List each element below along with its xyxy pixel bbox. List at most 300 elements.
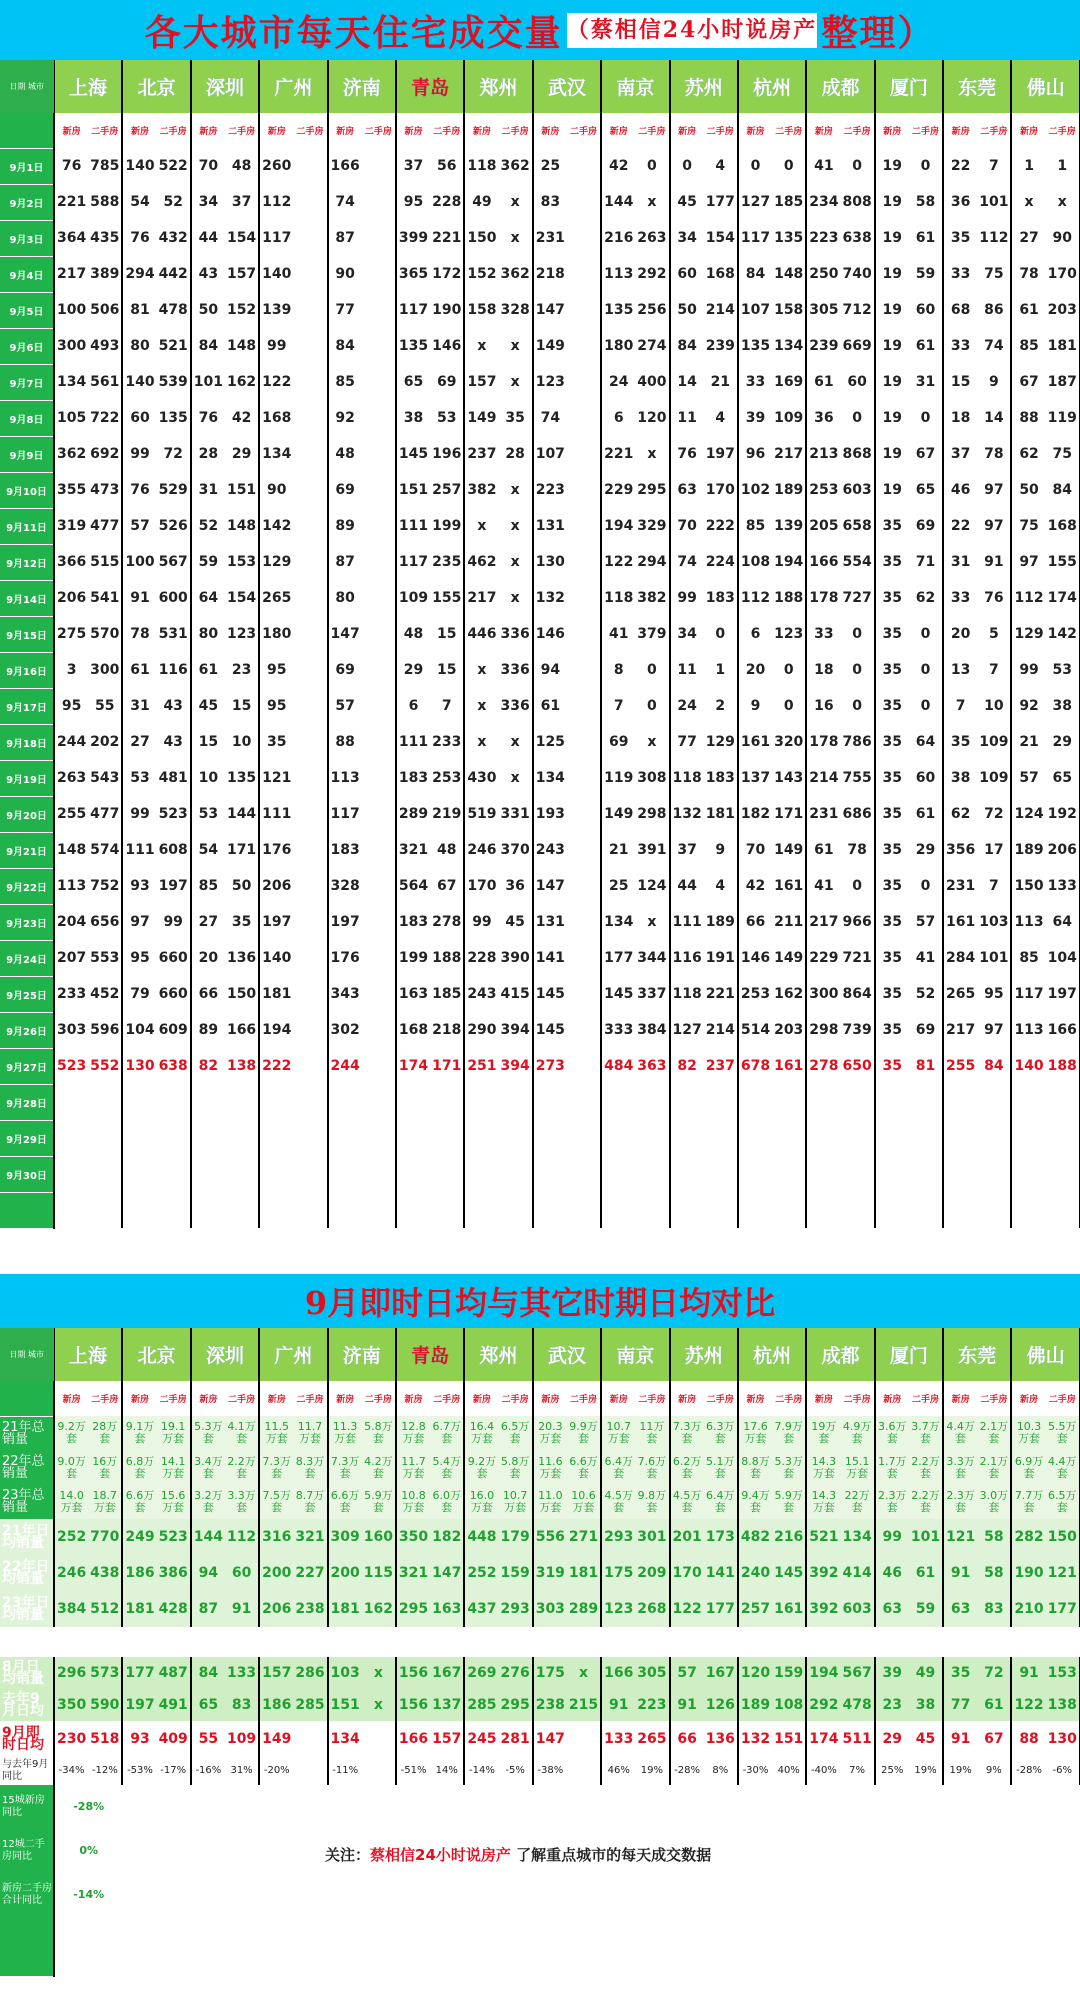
data-cell: 231 xyxy=(943,868,977,904)
stat-cell: 173 xyxy=(704,1519,738,1555)
data-cell: 134 xyxy=(259,436,293,472)
stat-row xyxy=(0,1757,1080,1785)
data-cell xyxy=(704,1156,738,1192)
stat-cell: 305 xyxy=(635,1657,669,1689)
stat-cell: 9% xyxy=(977,1757,1011,1785)
data-cell: 147 xyxy=(533,868,567,904)
data-cell: 362 xyxy=(499,256,533,292)
data-cell xyxy=(328,1192,362,1228)
data-cell: 109 xyxy=(772,400,806,436)
stat-cell: 11.0万套 xyxy=(533,1485,567,1519)
col-type-label: 二手房 xyxy=(909,1381,943,1416)
data-cell: 53 xyxy=(191,796,225,832)
data-cell: 328 xyxy=(328,868,362,904)
data-cell: 477 xyxy=(88,796,122,832)
data-cell: 223 xyxy=(806,220,840,256)
data-cell: 169 xyxy=(772,364,806,400)
data-cell: 122 xyxy=(259,364,293,400)
stat-cell: 9.2万套 xyxy=(54,1416,88,1451)
stat-label: 9月即时日均 xyxy=(0,1721,54,1757)
data-cell: 135 xyxy=(772,220,806,256)
stat-cell: 257 xyxy=(738,1591,772,1627)
data-cell: 295 xyxy=(635,472,669,508)
stat-cell: 6.5万套 xyxy=(1046,1485,1080,1519)
stat-cell: 182 xyxy=(430,1519,464,1555)
data-cell: 65 xyxy=(909,472,943,508)
stat-cell: 149 xyxy=(259,1721,293,1757)
data-cell: 61 xyxy=(533,688,567,724)
stat-cell xyxy=(362,1721,396,1757)
data-cell: 221 xyxy=(430,220,464,256)
stat-cell: 201 xyxy=(670,1519,704,1555)
data-cell: 739 xyxy=(840,1012,874,1048)
data-cell: x xyxy=(499,508,533,544)
stat-cell: 28万套 xyxy=(88,1416,122,1451)
data-cell xyxy=(670,1192,704,1228)
data-cell: 188 xyxy=(1046,1048,1080,1084)
data-cell: x xyxy=(499,760,533,796)
stat-cell: 19.1万套 xyxy=(157,1416,191,1451)
data-cell: 44 xyxy=(191,220,225,256)
data-cell: 49 xyxy=(464,184,498,220)
data-cell: 273 xyxy=(533,1048,567,1084)
data-cell xyxy=(943,1192,977,1228)
stat-cell: 2.2万套 xyxy=(909,1485,943,1519)
data-cell: 140 xyxy=(122,148,156,184)
data-cell: 60 xyxy=(909,292,943,328)
col-type-label: 二手房 xyxy=(909,113,943,148)
data-cell: 82 xyxy=(670,1048,704,1084)
col-type-label: 二手房 xyxy=(704,1381,738,1416)
data-cell xyxy=(157,1120,191,1156)
data-cell xyxy=(772,1156,806,1192)
data-cell: 217 xyxy=(943,1012,977,1048)
data-cell xyxy=(567,760,601,796)
data-cell: 2 xyxy=(704,688,738,724)
data-cell: 35 xyxy=(875,544,909,580)
data-cell: 131 xyxy=(533,904,567,940)
data-cell xyxy=(704,1120,738,1156)
data-cell: 35 xyxy=(225,904,259,940)
data-cell: 336 xyxy=(499,688,533,724)
table-row xyxy=(0,220,1080,256)
data-cell: 320 xyxy=(772,724,806,760)
stat-cell: 190 xyxy=(1011,1555,1045,1591)
stat-cell: 130 xyxy=(1046,1721,1080,1757)
data-cell: 7 xyxy=(430,688,464,724)
city-header: 成都 xyxy=(806,1328,874,1381)
data-cell xyxy=(430,1192,464,1228)
stat-cell: 121 xyxy=(1046,1555,1080,1591)
data-cell: 263 xyxy=(54,760,88,796)
data-cell: 302 xyxy=(328,1012,362,1048)
data-cell: 18 xyxy=(943,400,977,436)
stat-cell: 14.3万套 xyxy=(806,1485,840,1519)
col-type-label: 二手房 xyxy=(225,113,259,148)
data-cell: 300 xyxy=(88,652,122,688)
data-cell: 3 xyxy=(54,652,88,688)
data-cell: 191 xyxy=(704,940,738,976)
city-header: 广州 xyxy=(259,1328,327,1381)
stat-cell: 10.3万套 xyxy=(1011,1416,1045,1451)
data-cell: 140 xyxy=(122,364,156,400)
data-cell: 4 xyxy=(704,400,738,436)
data-cell: 39 xyxy=(738,400,772,436)
data-cell: 166 xyxy=(1046,1012,1080,1048)
data-cell: 265 xyxy=(259,580,293,616)
data-cell: 228 xyxy=(430,184,464,220)
data-cell: 650 xyxy=(840,1048,874,1084)
data-cell: 149 xyxy=(772,940,806,976)
stat-cell: 1.7万套 xyxy=(875,1451,909,1485)
stat-cell: 292 xyxy=(806,1689,840,1721)
stat-cell: 5.9万套 xyxy=(362,1485,396,1519)
data-cell: 319 xyxy=(54,508,88,544)
data-cell: 129 xyxy=(1011,616,1045,652)
stat-cell: 22万套 xyxy=(840,1485,874,1519)
data-cell: 234 xyxy=(806,184,840,220)
data-cell: 204 xyxy=(54,904,88,940)
stat-label: 22年总销量 xyxy=(0,1451,54,1485)
stat-cell: 11.7万套 xyxy=(396,1451,430,1485)
data-cell: 84 xyxy=(1046,472,1080,508)
data-cell: 493 xyxy=(88,328,122,364)
stat-cell: -51% xyxy=(396,1757,430,1785)
data-cell: 117 xyxy=(328,796,362,832)
data-cell xyxy=(909,1120,943,1156)
data-cell: 64 xyxy=(191,580,225,616)
data-cell: 0 xyxy=(909,652,943,688)
data-cell: 97 xyxy=(977,1012,1011,1048)
data-cell: 113 xyxy=(328,760,362,796)
data-cell: 161 xyxy=(738,724,772,760)
data-cell xyxy=(806,1192,840,1228)
data-cell: 868 xyxy=(840,436,874,472)
data-cell: x xyxy=(499,220,533,256)
stat-cell: 157 xyxy=(430,1721,464,1757)
data-cell: 177 xyxy=(704,184,738,220)
data-cell: 205 xyxy=(806,508,840,544)
data-cell xyxy=(293,1048,327,1084)
stat-cell: 94 xyxy=(191,1555,225,1591)
stat-cell: 77 xyxy=(943,1689,977,1721)
data-cell: 216 xyxy=(601,220,635,256)
data-cell: 11 xyxy=(670,400,704,436)
stat-row xyxy=(0,1485,1080,1519)
data-cell: 149 xyxy=(464,400,498,436)
data-cell: 134 xyxy=(54,364,88,400)
data-cell: 78 xyxy=(977,436,1011,472)
data-cell: 35 xyxy=(875,832,909,868)
stat-cell: 181 xyxy=(122,1591,156,1627)
data-cell: 157 xyxy=(464,364,498,400)
stat-cell: 11万套 xyxy=(635,1416,669,1451)
stat-cell: 309 xyxy=(328,1519,362,1555)
data-cell: 399 xyxy=(396,220,430,256)
data-cell: 233 xyxy=(54,976,88,1012)
data-cell: 35 xyxy=(875,652,909,688)
data-cell xyxy=(362,1120,396,1156)
data-cell: 117 xyxy=(259,220,293,256)
table-row xyxy=(0,652,1080,688)
data-cell: 217 xyxy=(806,904,840,940)
data-cell: 130 xyxy=(533,544,567,580)
data-cell xyxy=(191,1192,225,1228)
data-cell: 243 xyxy=(464,976,498,1012)
col-type-label: 二手房 xyxy=(1046,1381,1080,1416)
data-cell xyxy=(499,1120,533,1156)
data-cell xyxy=(396,1192,430,1228)
data-cell xyxy=(738,1192,772,1228)
data-cell xyxy=(1046,1084,1080,1120)
data-cell: 4 xyxy=(704,868,738,904)
stat-cell xyxy=(567,1721,601,1757)
stat-cell: 573 xyxy=(88,1657,122,1689)
data-cell: 147 xyxy=(533,292,567,328)
data-cell: 72 xyxy=(977,796,1011,832)
stat-cell: 206 xyxy=(259,1591,293,1627)
data-cell: 107 xyxy=(533,436,567,472)
data-cell xyxy=(499,1192,533,1228)
data-cell: 46 xyxy=(943,472,977,508)
title-by: 整理） xyxy=(821,11,936,54)
data-cell: 222 xyxy=(704,508,738,544)
data-cell: 15 xyxy=(225,688,259,724)
stat-cell: 186 xyxy=(259,1689,293,1721)
data-cell: 265 xyxy=(943,976,977,1012)
city-header: 杭州 xyxy=(738,60,806,113)
stat-cell: 153 xyxy=(1046,1657,1080,1689)
stat-cell: 72 xyxy=(977,1657,1011,1689)
data-cell xyxy=(943,1084,977,1120)
col-type-label: 新房 xyxy=(328,1381,362,1416)
data-cell: 42 xyxy=(738,868,772,904)
data-cell: 0 xyxy=(840,688,874,724)
data-cell: 99 xyxy=(122,796,156,832)
stat-cell: 6.8万套 xyxy=(122,1451,156,1485)
data-cell: 21 xyxy=(704,364,738,400)
table-row xyxy=(0,976,1080,1012)
data-cell: 99 xyxy=(464,904,498,940)
data-cell xyxy=(54,1156,88,1192)
data-cell: 462 xyxy=(464,544,498,580)
data-cell: 7 xyxy=(943,688,977,724)
stat-cell: 10.8万套 xyxy=(396,1485,430,1519)
note-prefix: 关注： xyxy=(325,1846,371,1864)
data-cell: 15 xyxy=(191,724,225,760)
stat-cell xyxy=(293,1721,327,1757)
corner-sub xyxy=(0,1381,54,1416)
data-cell: 55 xyxy=(88,688,122,724)
col-type-label: 新房 xyxy=(533,113,567,148)
data-cell: 712 xyxy=(840,292,874,328)
stat-cell: 7.3万套 xyxy=(670,1416,704,1451)
data-cell: 721 xyxy=(840,940,874,976)
data-cell: 14 xyxy=(670,364,704,400)
data-cell: 14 xyxy=(977,400,1011,436)
data-cell xyxy=(259,1156,293,1192)
city-header: 厦门 xyxy=(875,1328,943,1381)
data-cell: 183 xyxy=(396,760,430,796)
stat-cell: 141 xyxy=(704,1555,738,1591)
data-cell: 755 xyxy=(840,760,874,796)
data-cell: 355 xyxy=(54,472,88,508)
row-date: 9月2日 xyxy=(0,184,54,220)
data-cell: 180 xyxy=(259,616,293,652)
data-cell: 19 xyxy=(875,220,909,256)
stat-cell: 4.5万套 xyxy=(601,1485,635,1519)
data-cell: 76 xyxy=(977,580,1011,616)
col-type-label: 二手房 xyxy=(567,113,601,148)
stat-cell: 3.3万套 xyxy=(225,1485,259,1519)
data-cell xyxy=(875,1084,909,1120)
data-cell: x xyxy=(499,472,533,508)
summary-row xyxy=(0,1785,1080,1829)
stat-cell: 7.3万套 xyxy=(259,1451,293,1485)
data-cell: 19 xyxy=(875,256,909,292)
data-cell xyxy=(430,1084,464,1120)
stat-cell: 163 xyxy=(430,1591,464,1627)
data-cell: 231 xyxy=(533,220,567,256)
stat-cell: 316 xyxy=(259,1519,293,1555)
data-cell: 158 xyxy=(772,292,806,328)
data-cell xyxy=(533,1156,567,1192)
data-cell: 99 xyxy=(670,580,704,616)
stat-label: 21年总销量 xyxy=(0,1416,54,1451)
stat-cell: 556 xyxy=(533,1519,567,1555)
stat-cell: 91 xyxy=(225,1591,259,1627)
data-cell: 56 xyxy=(430,148,464,184)
stat-cell: 189 xyxy=(738,1689,772,1721)
data-cell: x xyxy=(464,724,498,760)
data-cell: 33 xyxy=(943,328,977,364)
data-cell xyxy=(362,1084,396,1120)
summary-label: 新房二手房合计同比 xyxy=(0,1873,54,1917)
data-cell xyxy=(225,1192,259,1228)
stat-cell: 7.9万套 xyxy=(772,1416,806,1451)
data-cell: 88 xyxy=(328,724,362,760)
data-cell xyxy=(464,1084,498,1120)
data-cell xyxy=(157,1084,191,1120)
stat-cell: -5% xyxy=(499,1757,533,1785)
table-row xyxy=(0,328,1080,364)
data-cell xyxy=(88,1084,122,1120)
data-cell xyxy=(670,1156,704,1192)
data-cell: 145 xyxy=(533,976,567,1012)
data-cell: 145 xyxy=(396,436,430,472)
stat-cell: 91 xyxy=(601,1689,635,1721)
city-header: 南京 xyxy=(601,60,669,113)
data-cell: 300 xyxy=(806,976,840,1012)
col-type-label: 二手房 xyxy=(430,1381,464,1416)
stat-cell: 174 xyxy=(806,1721,840,1757)
data-cell xyxy=(293,760,327,796)
row-date: 9月8日 xyxy=(0,400,54,436)
data-cell: 89 xyxy=(191,1012,225,1048)
data-cell: 127 xyxy=(738,184,772,220)
stat-cell: 145 xyxy=(772,1555,806,1591)
data-cell xyxy=(362,796,396,832)
data-cell: x xyxy=(499,328,533,364)
stat-cell: 167 xyxy=(430,1657,464,1689)
data-cell: 251 xyxy=(464,1048,498,1084)
stat-row xyxy=(0,1519,1080,1555)
stat-cell: 8.7万套 xyxy=(293,1485,327,1519)
data-cell xyxy=(840,1084,874,1120)
data-cell xyxy=(191,1120,225,1156)
data-cell: 74 xyxy=(533,400,567,436)
col-type-label: 新房 xyxy=(943,1381,977,1416)
data-cell: 76 xyxy=(122,220,156,256)
data-cell xyxy=(567,904,601,940)
data-cell xyxy=(225,1084,259,1120)
data-cell: 118 xyxy=(601,580,635,616)
data-cell: 57 xyxy=(1011,760,1045,796)
corner-cell: 日期 城市 xyxy=(0,60,54,113)
stat-cell: -28% xyxy=(1011,1757,1045,1785)
data-cell xyxy=(362,868,396,904)
data-cell: 60 xyxy=(840,364,874,400)
data-cell xyxy=(259,1084,293,1120)
data-cell xyxy=(225,1120,259,1156)
table-row xyxy=(0,364,1080,400)
data-cell: 785 xyxy=(88,148,122,184)
data-cell: 290 xyxy=(464,1012,498,1048)
data-cell: 33 xyxy=(738,364,772,400)
data-cell: 80 xyxy=(328,580,362,616)
stat-cell: -20% xyxy=(259,1757,293,1785)
data-cell: 194 xyxy=(772,544,806,580)
col-type-label: 二手房 xyxy=(977,1381,1011,1416)
data-cell: 506 xyxy=(88,292,122,328)
data-cell: 217 xyxy=(772,436,806,472)
data-cell: 95 xyxy=(259,652,293,688)
data-cell xyxy=(362,184,396,220)
data-cell: 0 xyxy=(635,148,669,184)
data-cell: 99 xyxy=(157,904,191,940)
data-cell xyxy=(54,1120,88,1156)
data-cell: 76 xyxy=(191,400,225,436)
stat-cell: 6.4万套 xyxy=(601,1451,635,1485)
col-type-label: 二手房 xyxy=(1046,113,1080,148)
data-cell: 64 xyxy=(1046,904,1080,940)
col-type-label: 二手房 xyxy=(362,1381,396,1416)
data-cell: 0 xyxy=(670,148,704,184)
city-header: 济南 xyxy=(328,60,396,113)
row-date: 9月14日 xyxy=(0,580,54,616)
table-row xyxy=(0,724,1080,760)
data-cell: 588 xyxy=(88,184,122,220)
data-cell: 473 xyxy=(88,472,122,508)
data-cell xyxy=(191,1156,225,1192)
stat-cell: 67 xyxy=(977,1721,1011,1757)
data-cell: 543 xyxy=(88,760,122,796)
data-cell: 202 xyxy=(88,724,122,760)
stat-cell: 285 xyxy=(464,1689,498,1721)
data-cell: x xyxy=(499,544,533,580)
stat-row xyxy=(0,1689,1080,1721)
data-cell: 171 xyxy=(430,1048,464,1084)
data-cell: 752 xyxy=(88,868,122,904)
data-cell: 41 xyxy=(909,940,943,976)
data-cell: 163 xyxy=(396,976,430,1012)
data-cell: 15 xyxy=(943,364,977,400)
stat-cell: 4.9万套 xyxy=(840,1416,874,1451)
stat-cell: 25% xyxy=(875,1757,909,1785)
data-cell: 117 xyxy=(396,292,430,328)
gap-cell xyxy=(0,1627,1080,1657)
data-cell: 300 xyxy=(54,328,88,364)
